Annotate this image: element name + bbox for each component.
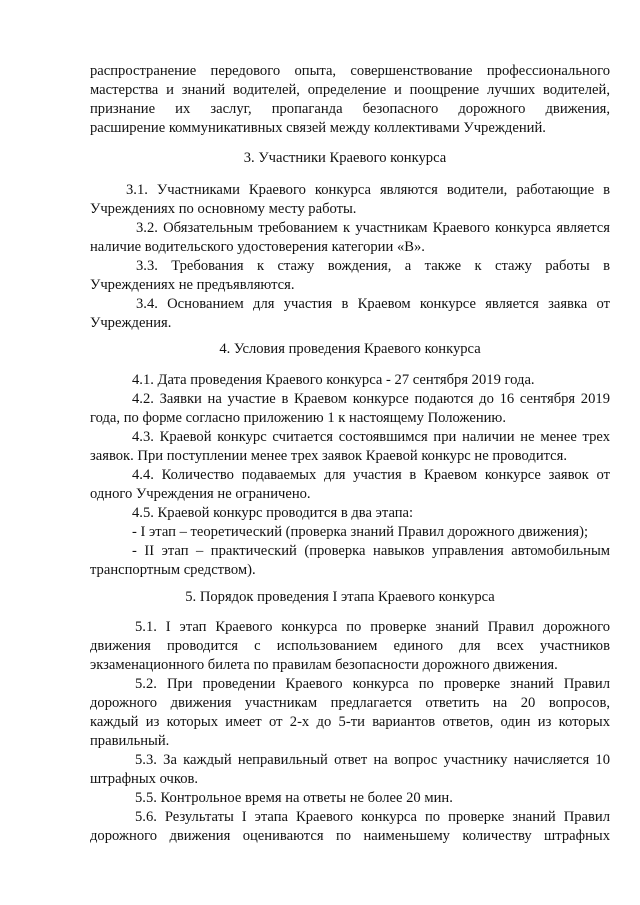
text-line: 4.2. Заявки на участие в Краевом конкурсе подаются до 16 сентября 2019 [132,391,610,407]
text-line: дорожного движения участникам предлагается ответить на 20 вопросов, [90,695,610,711]
text-line: транспортным средством). [90,562,256,578]
text-line: экзаменационного билета по правилам безопасности дорожного движения. [90,657,558,673]
text-line: мастерства и знаний водителей, определение и поощрение лучших водителей, [90,82,610,98]
text-line: 5.6. Результаты I этапа Краевого конкурса по проверке знаний Правил [135,809,610,825]
text-line: штрафных очков. [90,771,199,787]
text-line: Учреждения. [90,315,172,331]
text-line: 5.2. При проведении Краевого конкурса по проверке знаний Правил [135,676,610,692]
text-line: движения проводится с использованием единого для всех участников [90,638,610,654]
section-3-heading: 3. Участники Краевого конкурса [243,150,447,166]
text-line: признание их заслуг, пропаганда безопасного дорожного движения, [90,101,610,117]
text-line: 4.5. Краевой конкурс проводится в два этапа: [132,505,414,521]
text-line: 5.1. I этап Краевого конкурса по проверке знаний Правил дорожного [135,619,610,635]
text-line: распространение передового опыта, совершенствование профессионального [90,63,610,79]
text-line: 5.5. Контрольное время на ответы не более 20 мин. [135,790,453,806]
text-line: каждый из которых имеет от 2-х до 5-ти вариантов ответов, один из которых [90,714,610,730]
text-line: - I этап – теоретический (проверка знаний Правил дорожного движения); [132,524,589,540]
text-line: - II этап – практический (проверка навыков управления автомобильным [132,543,610,559]
text-line: 3.4. Основанием для участия в Краевом конкурсе является заявка от [136,296,610,312]
text-line: Учреждениях по основному месту работы. [90,201,357,217]
text-line: одного Учреждения не ограничено. [90,486,311,502]
text-line: дорожного движения оцениваются по наименьшему количеству штрафных [90,828,610,844]
section-5-heading: 5. Порядок проведения I этапа Краевого конкурса [185,589,495,605]
text-line: правильный. [90,733,170,749]
text-line: 4.1. Дата проведения Краевого конкурса - 27 сентября 2019 года. [132,372,535,388]
text-line: 4.4. Количество подаваемых для участия в Краевом конкурсе заявок от [132,467,610,483]
text-line: 4.3. Краевой конкурс считается состоявшимся при наличии не менее трех [132,429,610,445]
text-line: 3.3. Требования к стажу вождения, а также к стажу работы в [136,258,610,274]
text-line: Учреждениях не предъявляются. [90,277,295,293]
text-line: 3.2. Обязательным требованием к участникам Краевого конкурса является [136,220,610,236]
text-line: 3.1. Участниками Краевого конкурса являются водители, работающие в [126,182,610,198]
text-line: заявок. При поступлении менее трех заявок Краевой конкурс не проводится. [90,448,568,464]
text-line: наличие водительского удостоверения категории «В». [90,239,425,255]
text-line: расширение коммуникативных связей между коллективами Учреждений. [90,120,546,136]
text-line: года, по форме согласно приложению 1 к настоящему Положению. [90,410,506,426]
text-line: 5.3. За каждый неправильный ответ на вопрос участнику начисляется 10 [135,752,610,768]
section-4-heading: 4. Условия проведения Краевого конкурса [219,341,481,357]
